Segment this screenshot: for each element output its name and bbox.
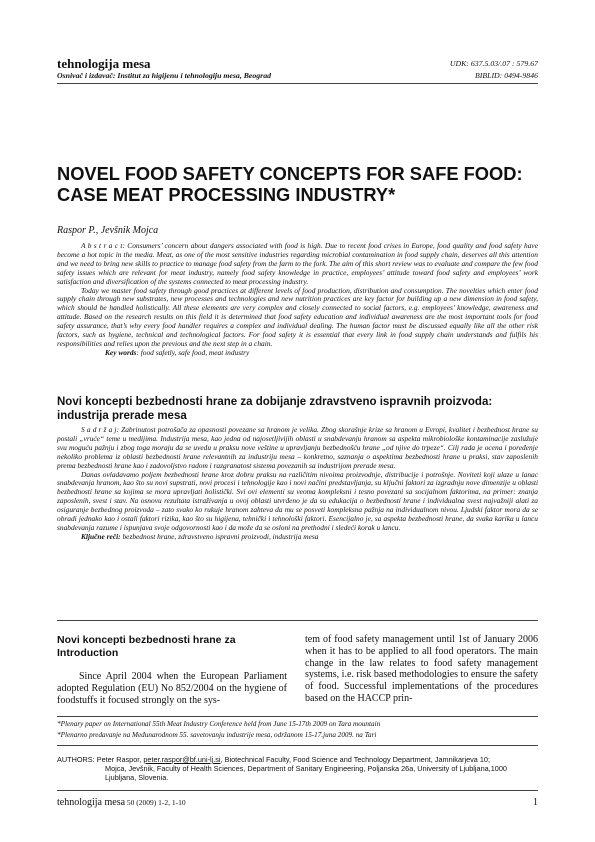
body-paragraph: Since April 2004 when the European Parliament adopted Regulation (EU) No 852/2004 on the hygiene of foodstuffs it focused strongly on the sys- (57, 671, 287, 706)
author-email-link[interactable]: peter.raspor@bf.uni-lj.si (143, 755, 221, 764)
header-rule (57, 83, 538, 84)
keywords: Key words: food safetly, safe food, meat industry (105, 347, 250, 357)
footnote-2: *Plenarno predavanje na Međunarodnom 55. savetovanju industrije mesa, održanom 15-17.juna 2009. na Tari (57, 731, 377, 739)
kljucne-reci: Ključne reči: bezbednost hrane, zdravstveno ispravni proizvodi, industrija mesa (81, 531, 319, 541)
footer-citation: tehnologija mesa 50 (2009) 1-2, 1-10 (57, 797, 186, 808)
authors-rule (57, 745, 538, 746)
publisher-line: Osnivač i izdavač: Institut za higijenu i tehnologiju mesa, Beograd (57, 71, 272, 80)
body-column-right (305, 634, 538, 705)
abstract (57, 242, 538, 358)
serbian-title: Novi koncepti bezbednosti hrane za dobijanje zdravstveno ispravnih proizvoda: industrija prerade mesa (57, 396, 493, 422)
footer-rule (57, 790, 538, 791)
authors-label: AUTHORS: (57, 755, 95, 764)
paper-authors: Raspor P., Jevšnik Mojca (57, 225, 159, 236)
section-heading: Novi koncepti bezbednosti hrane za Introduction (57, 634, 236, 659)
biblid-code: BIBLID: 0494-9846 (474, 71, 538, 80)
body-column-left (57, 634, 287, 706)
authors-affiliation: AUTHORS: Peter Raspor, peter.raspor@bf.uni-lj.si, Biotechnical Faculty, Food Science and Technology Department, Jamnikarjeva 10; Mojca, Jevšnik, Faculty of Health Sciences, Department of Sanitary Engineering, Poljanska 26a, University of Ljubljana,1000 Ljubljana, Slovenia. (57, 756, 538, 782)
footnote-rule (57, 716, 538, 717)
authors-line-2: Mojca, Jevšnik, Faculty of Health Sciences, Department of Sanitary Engineering, Poljanska 26a, University of Ljubljana,1000 Ljubljana, Slovenia. (105, 763, 507, 782)
sazetak-paragraph-2: Danas ovladavamo poljem bezbednosti hrane kroz dobru praksu na različitim nivoima proizvodnje, distribucije i potrošnje. Noviteti koji ulaze u lanac snabdevanja hranom, kao što su novi supstrati, novi procesi i tehnologije kao i novi načini predstavljanja, su ključni faktori za izgradnju nove dimenzije u oblasti bezbednosti hrane sa kojima se mora upravljati holistički. Svi ovi elementi su veoma kompleksni i tesno povezani sa socijalnom faktorima, na primer: znanja zaposlenih, svest i stav. Na osnovu rezultata istraživanja u ovoj oblasti utvrđeno je da su edukacija o bezbednosti hrane i individualna svest najvažniji alati za osiguranje bezbednog proizvoda – zato svako ko rukuje hranom zahteva da mu se posveti kompleksna pažnja na individualnom nivou. Ljudski faktor mora da se obradi jednako kao i ostali faktori rizika, kao što su higijena, tehnički i tehnološki faktori. Esencijalno je, sa aspekta bezbednosti hrane, da svaka karika u lancu snabdevanja razume i ispunjava svoje odgovornosti kao i da može da se osloni na prethodni i sledeći korak u lancu. (57, 469, 538, 532)
udk-code: UDK: 637.5.03/.07 : 579.67 (449, 59, 538, 68)
page-number: 1 (533, 797, 538, 808)
section-rule (57, 620, 538, 621)
abstract-paragraph-2: Today we master food safety through good practices at different levels of food production, distribution and consumption. The novelties which enter food supply chain through new substrates, new processes and technologies and new nutrition practices are key factor for building up a new dimension in food safety, which should be handled holistically. All these elements are very complex and closely connected to social factors, e.g. employees’ knowledge, awareness and attitude. Based on the research results on this field it is determined that food safety education and individual awareness are the most important tools for food safety assurance, that’s why every food handler requires a complex and individual dealing. The human factor must be discussed equally like all the other risk factors, such as hygiene, technical and technological factors. For food safety it is essential that every link in food supply chain understands and fulfils his responsibilities and relies upon the previous and the next step in a chain. (57, 285, 538, 348)
body-paragraph-continued: tem of food safety management until 1st of January 2006 when it has to be applied to all food operators. The main change in the law relates to food safety management systems, i.e. risk based methodologies to ensure the safety of food. Successful implementations of the procedures based on the HACCP prin- (305, 634, 539, 704)
sazetak (57, 426, 538, 542)
journal-name: tehnologija mesa (57, 56, 151, 71)
abstract-paragraph-1: A b s t r a c t: Consumers’ concern about dangers associated with food is high. Due to recent food crises in Europe, food quality and food safety have become a hot topic in the media. Meat, as one of the most sensitive industries regarding microbial contamination in food supply chain, deserves all this attention and we need to bring new skills to practice to manage food safety from the farm to the fork. The aim of this short review was to evaluate and compare the few food safety issues which are relevant for meat industry, namely food safety knowledge in practice, employees’ attitude toward food safety and employees’ work satisfaction and diversification of the systems connected to meat processing industry. (57, 241, 538, 286)
sazetak-paragraph-1: S a d r ž a j: Zabrinutost potrošača za opasnosti povezane sa hranom je velika. Zbog skorašnje krize sa hranom u Evropi, kvalitet i bezbednost hrane su postali „vruće“ teme u medijima. Industrija mesa, kao jedna od najosetljivijih oblasti u snabdevanju hranom sa aspekta mikrobiološke kontaminacije zaslužuje svu moguću pažnju i zbog toga moraju da se uvedu u praksu nove veštine u upravljanju bezbednošću hrane „od njive do trpeze“. Cilj rada je ocena i poređenje nekoliko problema iz oblasti bezbednosti hrane relevantnih za industriju mesa – konkretno, saznanja o aspektima bezbednosti hrane u praksi, stav zaposlenih prema bezbednosti hrane kao i zadovoljstvo radom i razgranatost sistema povezanih sa industrijom prerade mesa. (57, 425, 538, 470)
sazetak-label: S a d r ž a j (81, 425, 117, 434)
footnote-1: *Plenary paper on International 55th Meat Industry Conference held from June 15-17th 2009 on Tara mountain (57, 720, 381, 728)
paper-title: NOVEL FOOD SAFETY CONCEPTS FOR SAFE FOOD: CASE MEAT PROCESSING INDUSTRY* (57, 163, 523, 205)
abstract-label: A b s t r a c t (81, 241, 123, 250)
